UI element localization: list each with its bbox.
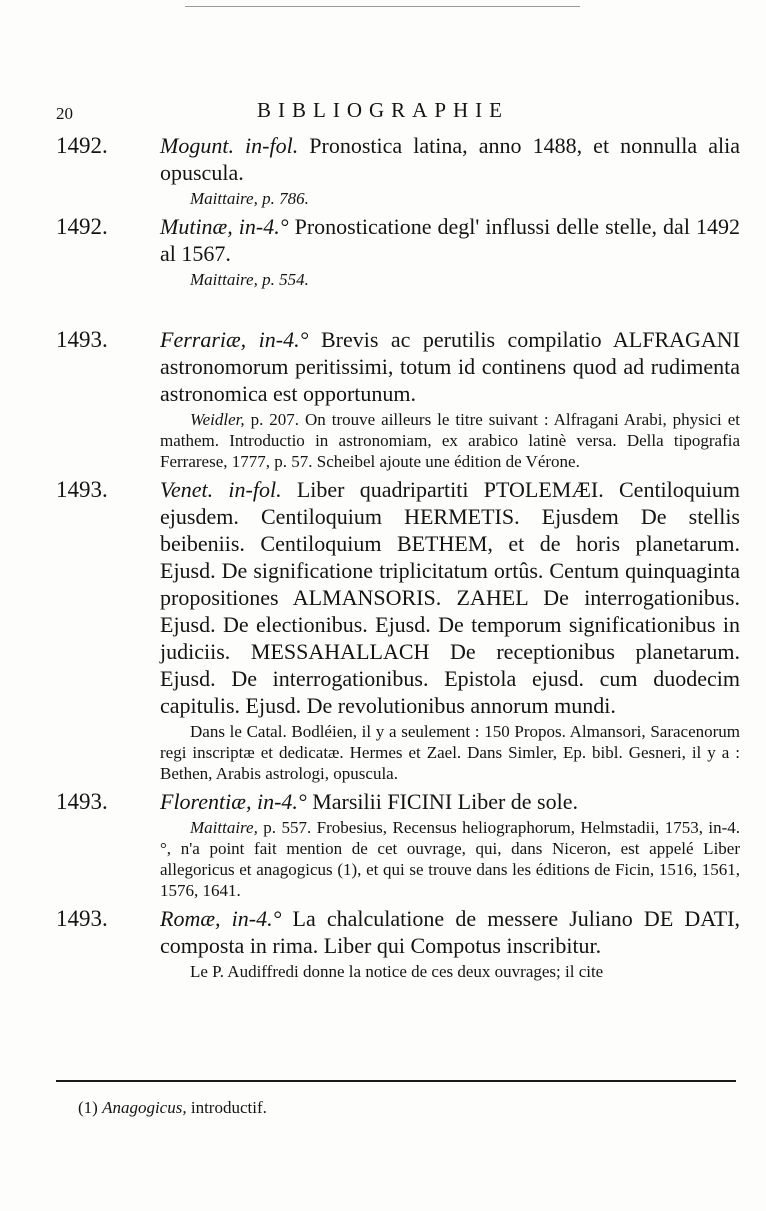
entry-text	[160, 905, 740, 959]
running-head: BIBLIOGRAPHIE	[257, 98, 509, 122]
footnote-text: introductif.	[190, 1098, 267, 1117]
entry-1493-romae	[56, 905, 740, 982]
entry-year: 1493.	[56, 906, 108, 931]
entry-1492-mutinae	[56, 213, 740, 290]
entry-note-text: p. 557. Frobesius, Recensus heliographorum, Helmstadii, 1753, in-4.°, n'a point fait mention de cet ouvrage, qui, dans Niceron, est appelé Liber allegoricus et anagogicus (1), et qui se trouve dans les éditions de Ficin, 1516, 1561, 1576, 1641.	[160, 818, 741, 900]
footnote-rule	[56, 1080, 736, 1082]
entry-note	[160, 817, 740, 901]
entry-text	[160, 476, 740, 719]
entry-year: 1492.	[56, 133, 108, 158]
footnote	[78, 1098, 267, 1118]
entry-1493-venet	[56, 476, 740, 784]
entry-note	[160, 721, 740, 784]
entry-title: Brevis ac perutilis compilatio ALFRAGANI astronomorum peritissimi, totum id continens quod ad rudimenta astronomica est opportunum.	[160, 327, 741, 406]
entry-ref: Maittaire, p. 786.	[190, 189, 309, 208]
entry-title: Liber quadripartiti PTOLEMÆI. Centiloquium ejusdem. Centiloquium HERMETIS. Ejusdem De stellis beibeniis. Centiloquium BETHEM, et de horis planetarum. Ejusd. De significatione triplicitatum ortûs. Centum quinquaginta propositiones ALMANSORIS. ZAHEL De interrogationibus. Ejusd. De electionibus. Ejusd. De temporum significationibus in judiciis. MESSAHALLACH De receptionibus planetarum. Ejusd. De interrogationibus. Epistola ejusd. cum duodecim capitulis. Ejusd. De revolutionibus annorum mundi.	[160, 477, 741, 718]
entry-place: Romæ, in-4.°	[160, 906, 282, 931]
entry-note	[160, 269, 740, 290]
entry-1492-mogunt	[56, 132, 740, 209]
entry-text	[160, 132, 740, 186]
entry-text	[160, 326, 740, 407]
entry-title: Pronostica latina, anno 1488, et nonnulla alia opuscula.	[160, 133, 740, 185]
top-rule	[185, 6, 580, 7]
entry-year: 1493.	[56, 789, 108, 814]
entry-1493-florentiae	[56, 788, 740, 901]
entry-place: Venet. in-fol.	[160, 477, 282, 502]
entry-note	[160, 961, 740, 982]
entry-ref: Maittaire, p. 554.	[190, 270, 309, 289]
entry-year: 1493.	[56, 477, 108, 502]
entry-text	[160, 788, 740, 815]
page-body	[56, 132, 740, 982]
entry-note-text: Le P. Audiffredi donne la notice de ces deux ouvrages; il cite	[190, 962, 604, 981]
entry-ref: Maittaire,	[190, 818, 258, 837]
entry-title: La chalculatione de messere Juliano DE DATI, composta in rima. Liber qui Compotus inscribitur.	[160, 906, 740, 958]
entry-title: Pronosticatione degl' influssi delle stelle, dal 1492 al 1567.	[160, 214, 740, 266]
entry-note	[160, 188, 740, 209]
entry-place: Mogunt. in-fol.	[160, 133, 299, 158]
page-number: 20	[56, 104, 73, 123]
entry-note-text: Dans le Catal. Bodléien, il y a seulement : 150 Propos. Almansori, Saracenorum regi inscriptæ et dedicatæ. Hermes et Zael. Dans Simler, Ep. bibl. Gesneri, il y a : Bethen, Arabis astrologi, opuscula.	[160, 722, 740, 783]
entry-title: Marsilii FICINI Liber de sole.	[312, 789, 578, 814]
entry-note-text: p. 207. On trouve ailleurs le titre suivant : Alfragani Arabi, physici et mathem. Introductio in astronomiam, ex arabico latinè versa. Della tipografia Ferrarese, 1777, p. 57. Scheibel ajoute une édition de Vérone.	[160, 410, 741, 471]
footnote-marker: (1)	[78, 1098, 98, 1117]
entry-place: Mutinæ, in-4.°	[160, 214, 289, 239]
entry-year: 1492.	[56, 214, 108, 239]
entry-place: Ferrariæ, in-4.°	[160, 327, 309, 352]
entry-place: Florentiæ, in-4.°	[160, 789, 307, 814]
entry-note	[160, 409, 740, 472]
entry-1493-ferrariae	[56, 326, 740, 472]
footnote-term: Anagogicus,	[102, 1098, 187, 1117]
entry-year: 1493.	[56, 327, 108, 352]
entry-ref: Weidler,	[190, 410, 245, 429]
entry-text	[160, 213, 740, 267]
